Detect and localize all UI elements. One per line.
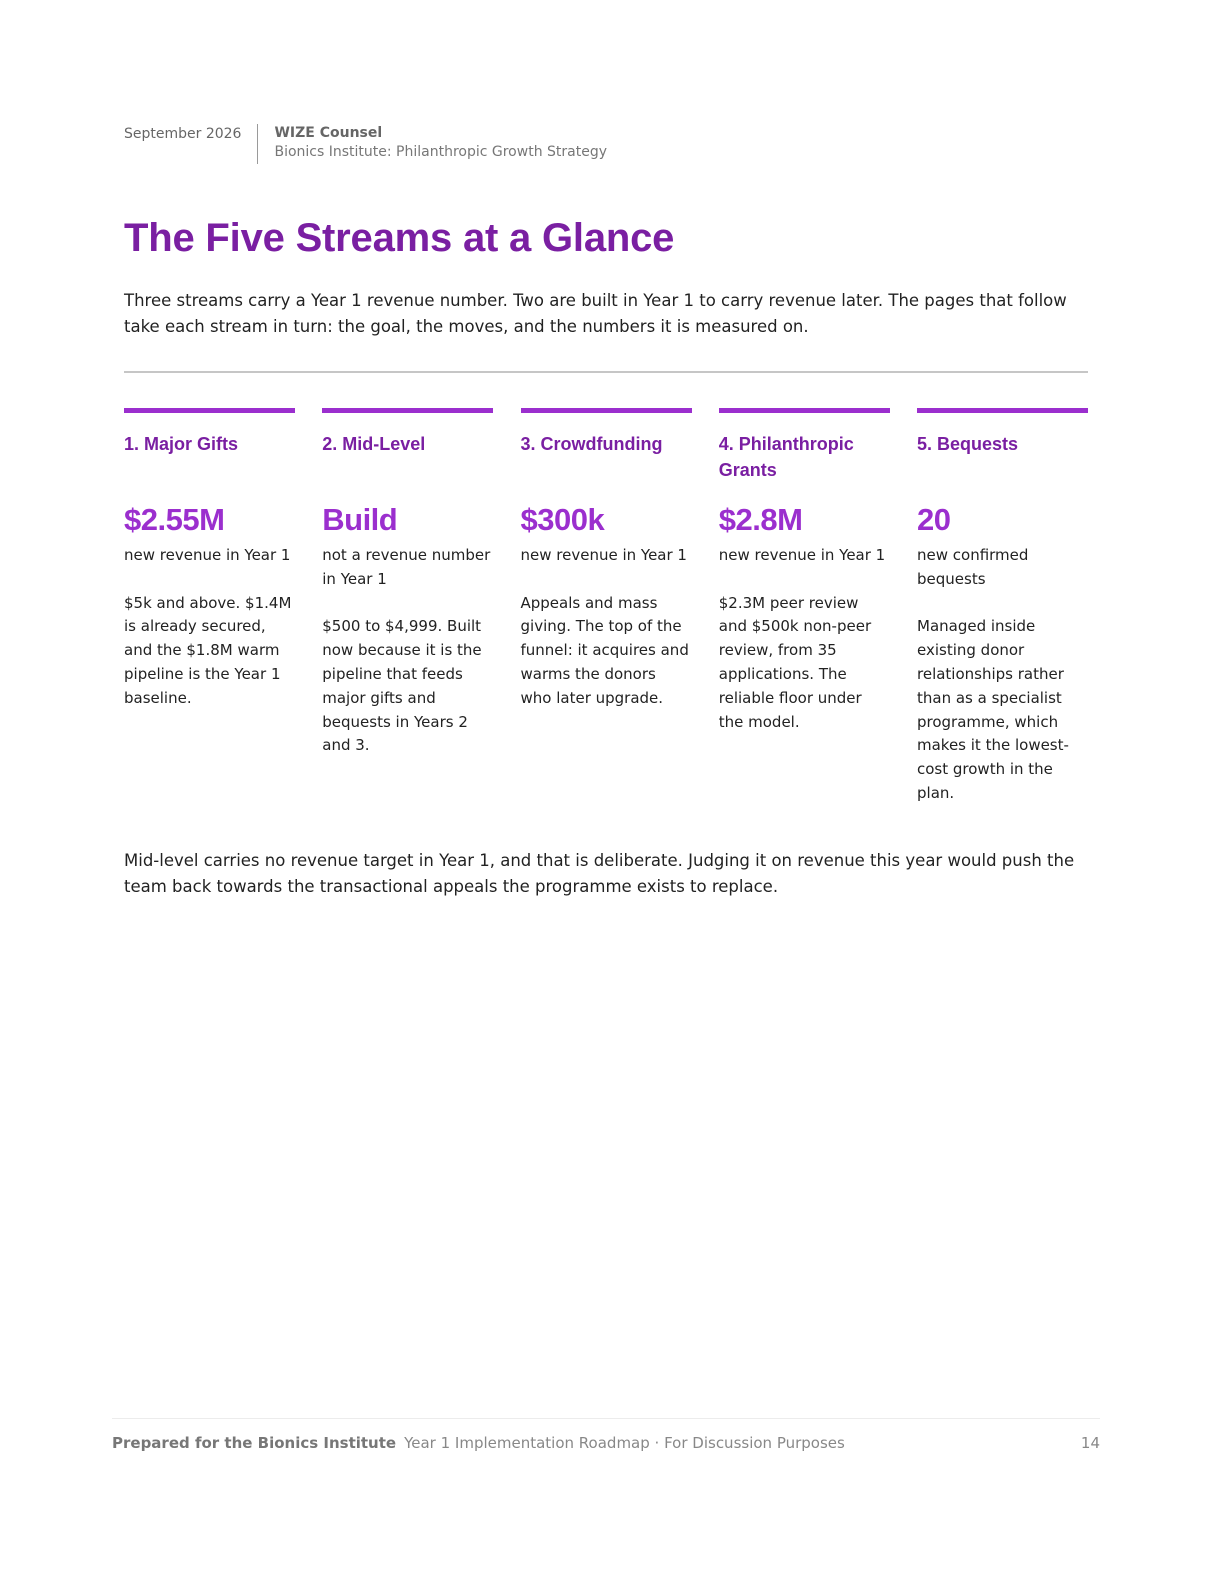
footer-rule	[112, 1418, 1100, 1419]
stream-subtitle: not a revenue number in Year 1	[322, 546, 491, 588]
stream-title: 4. Philanthropic Grants	[718, 434, 854, 480]
stream-card-major-gifts	[124, 408, 295, 806]
stream-value: $300k	[520, 502, 605, 537]
stream-description: $2.3M peer review and $500k non-peer review, from 35 applications. The reliable floor under the model.	[718, 593, 872, 731]
stream-description: $500 to $4,999. Built now because it is the pipeline that feeds major gifts and bequests in Years 2 and 3.	[322, 617, 482, 755]
footer-prepared-for: Prepared for the Bionics Institute	[112, 1434, 397, 1452]
header-date: September 2026	[124, 124, 258, 164]
page-title: The Five Streams at a Glance	[124, 216, 675, 260]
stream-description: Managed inside existing donor relationships rather than as a specialist programme, which makes it the lowest-cost growth in the plan.	[917, 617, 1069, 802]
header-org-subtitle: Bionics Institute: Philanthropic Growth Strategy	[274, 144, 607, 160]
stream-title: 1. Major Gifts	[124, 434, 239, 454]
stream-subtitle: new revenue in Year 1	[124, 546, 291, 564]
stream-value: $2.55M	[124, 502, 225, 537]
stream-card-crowdfunding	[521, 408, 692, 806]
header-org	[258, 124, 607, 162]
stream-value: $2.8M	[718, 502, 803, 537]
stream-description: Appeals and mass giving. The top of the funnel: it acquires and warms the donors who later upgrade.	[520, 593, 689, 707]
stream-card-bequests	[917, 408, 1088, 806]
stream-description: $5k and above. $1.4M is already secured, and the $1.8M warm pipeline is the Year 1 baseline.	[124, 593, 292, 707]
footer-left	[112, 1432, 845, 1454]
page-footer	[112, 1432, 1100, 1454]
header-org-name: WIZE Counsel	[274, 125, 383, 141]
stream-value: Build	[322, 502, 398, 537]
stream-title: 5. Bequests	[917, 434, 1019, 454]
streams-grid	[124, 408, 1088, 806]
page-number: 14	[1080, 1434, 1100, 1452]
stream-subtitle: new revenue in Year 1	[718, 546, 886, 564]
closing-note: Mid-level carries no revenue target in Year 1, and that is deliberate. Judging it on revenue this year would push the team back towards the transactional appeals the programme exists to replace.	[124, 851, 1075, 896]
intro-paragraph: Three streams carry a Year 1 revenue number. Two are built in Year 1 to carry revenue later. The pages that follow take each stream in turn: the goal, the moves, and the numbers it is measured on.	[124, 291, 1067, 336]
page-header	[124, 124, 607, 164]
stream-card-philanthropic-grants	[719, 408, 890, 806]
footer-roadmap: Year 1 Implementation Roadmap · For Discussion Purposes	[404, 1434, 845, 1452]
stream-value: 20	[917, 502, 951, 537]
stream-card-mid-level	[322, 408, 493, 806]
section-divider	[124, 371, 1088, 373]
stream-title: 2. Mid-Level	[322, 434, 426, 454]
stream-title: 3. Crowdfunding	[520, 434, 663, 454]
stream-subtitle: new revenue in Year 1	[520, 546, 687, 564]
stream-subtitle: new confirmed bequests	[917, 546, 1029, 588]
